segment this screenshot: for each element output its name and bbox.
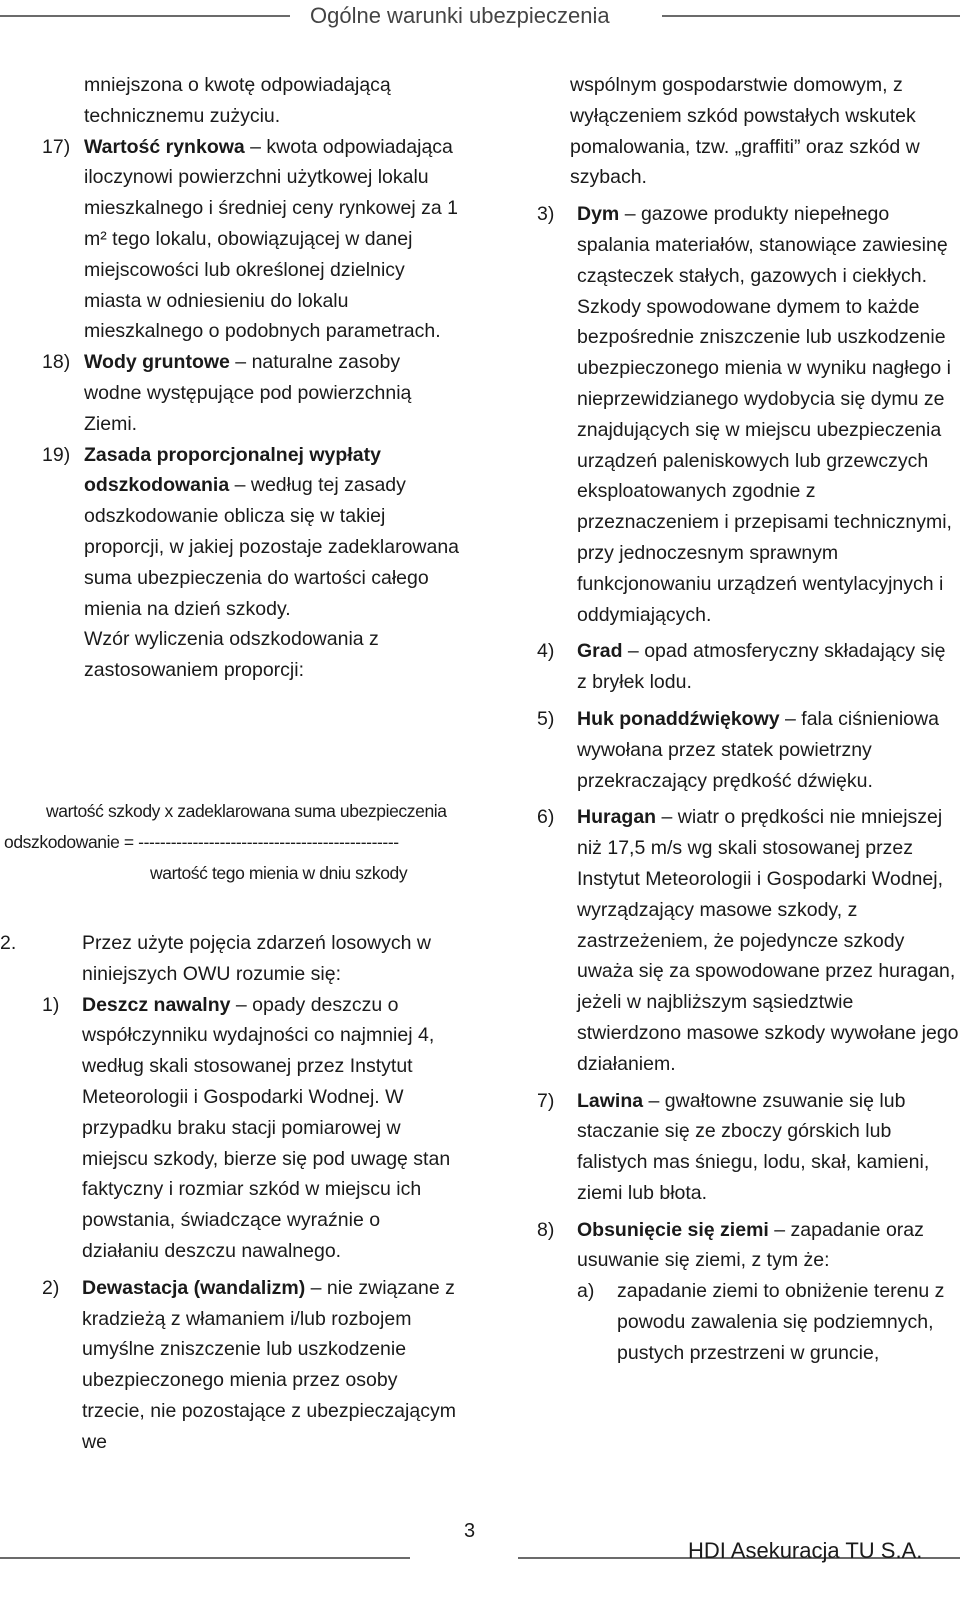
definition-term: Wody gruntowe [84,351,230,374]
event-7 [537,1086,960,1209]
event-text: – nie związane z kradzieżą z włamaniem i/lub rozbojem umyślne zniszczenie lub uszkodzenie ubezpieczonego mienia przez osoby trzecie, nie pozostające z ubezpieczającym we [82,1276,456,1453]
definition-term: Zasada proporcjonalnej wypłaty odszkodowania [84,443,381,497]
left-column-lower [0,928,462,1458]
event-number: 8) [537,1218,555,1241]
footer-rule-left [0,1557,410,1559]
event-term: Deszcz nawalny [82,993,231,1016]
formula-numerator: wartość szkody x zadeklarowana suma ubezpieczenia [46,801,447,821]
event-term: Dewastacja (wandalizm) [82,1276,306,1299]
event-number: 3) [537,203,555,226]
event-1 [42,990,462,1267]
event-term: Grad [577,640,623,663]
event-number: 7) [537,1089,555,1112]
event-text: – gwałtowne zsuwanie się lub staczanie się ze zboczy górskich lub falistych mas śniegu, lodu, skał, kamieni, ziemi lub błota. [577,1089,930,1204]
header-title: Ogólne warunki ubezpieczenia [310,3,610,28]
event-number: 5) [537,707,555,730]
definition-number: 19) [42,443,71,466]
event-term: Obsunięcie się ziemi [577,1218,769,1241]
event-term: Huragan [577,806,657,829]
event-8a [577,1276,960,1368]
event-term: Dym [577,203,620,226]
event-2 [42,1273,462,1458]
event-3 [537,199,960,630]
definition-17 [42,132,462,348]
formula-fraction-line: odszkodowanie = ------------------------------------------------ [4,832,399,852]
event-number: 6) [537,806,555,829]
definition-19 [42,440,462,686]
paragraph-16-continuation: mniejszona o kwotę odpowiadającą technicznemu zużyciu. [84,74,391,127]
sub-item-text: zapadanie ziemi to obniżenie terenu z powodu zawalenia się podziemnych, pustych przestrzeni w gruncie, [617,1280,945,1364]
right-column [537,70,960,1369]
event-text: – gazowe produkty niepełnego spalania materiałów, stanowiące zawiesinę cząsteczek stałych, gazowych i ciekłych. [577,203,948,287]
event-number: 4) [537,640,555,663]
event-term: Huk ponaddźwiękowy [577,707,780,730]
event-8 [537,1215,960,1277]
event-number: 2) [42,1276,60,1299]
section-2 [0,928,462,990]
definition-text: – kwota odpowiadająca iloczynowi powierzchni użytkowej lokalu mieszkalnego i średniej ceny rynkowej za 1 m² tego lokalu, obowiązującej w danej miejscowości lub określonej dzielnicy miasta w odniesieniu do lokalu mieszkalnego o podobnych parametrach. [84,135,458,343]
definition-18 [42,347,462,439]
event-term: Lawina [577,1089,644,1112]
definition-text: – według tej zasady odszkodowanie oblicza się w takiej proporcji, w jakiej pozostaje zadeklarowana suma ubezpieczenia do wartości całego mienia na dzień szkody. [84,474,460,620]
event-text: – wiatr o prędkości nie mniejszej niż 17,5 m/s wg skali stosowanej przez Instytut Meteorologii i Gospodarki Wodnej, wyrządzający masowe szkody, z zastrzeżeniem, że pojedyncze szkody uważa się za spowodowane przez huragan, jeżeli w najbliższym sąsiedztwie stwierdzono masowe szkody wywołane jego działaniem. [577,806,959,1075]
header-rule-left [0,15,290,17]
sub-item-letter: a) [577,1280,595,1303]
event-text: – opad atmosferyczny składający się z bryłek lodu. [577,640,946,694]
event-3-detail: Szkody spowodowane dymem to każde bezpośrednie zniszczenie lub uszkodzenie ubezpieczonego mienia w wyniku nagłego i nieprzewidzianego wydobycia się dymu ze znajdujących się w miejscu ubezpieczenia urządzeń paleniskowych lub grzewczych eksploatowanych zgodnie z przeznaczeniem i przepisami technicznymi, przy jednoczesnym sprawnym funkcjonowaniu urządzeń wentylacyjnych i oddymiających. [577,295,952,626]
company-name: HDI Asekuracja TU S.A. [688,1538,923,1563]
event-text: – opady deszczu o współczynniku wydajności co najmniej 4, według skali stosowanej przez Instytut Meteorologii i Gospodarki Wodnej. W przypadku braku stacji pomiarowej w miejscu szkody, bierze się pod uwagę stan faktyczny i rozmiar szkód w miejscu ich powstania, świadczące wyraźnie o działaniu deszczu nawalnego. [82,993,451,1262]
section-text: Przez użyte pojęcia zdarzeń losowych w niniejszych OWU rozumie się: [82,932,431,985]
definition-number: 18) [42,351,71,374]
event-6 [537,802,960,1079]
section-number: 2. [0,932,17,954]
event-2-continuation: wspólnym gospodarstwie domowym, z wyłączeniem szkód powstałych wskutek pomalowania, tzw. „graffiti” oraz szkód w szybach. [570,74,920,189]
page-number: 3 [464,1520,476,1542]
event-number: 1) [42,993,60,1016]
event-text: – zapadanie oraz usuwanie się ziemi, z tym że: [577,1218,924,1272]
left-column [42,70,462,686]
formula-intro: Wzór wyliczenia odszkodowania z zastosowaniem proporcji: [84,628,379,682]
formula-denominator: wartość tego mienia w dniu szkody [150,863,408,883]
event-text: – fala ciśnieniowa wywołana przez statek powietrzny przekraczający prędkość dźwięku. [577,707,939,792]
header-rule-right [662,15,960,17]
definition-text: – naturalne zasoby wodne występujące pod powierzchnią Ziemi. [84,351,412,435]
definition-term: Wartość rynkowa [84,135,245,158]
event-5 [537,704,960,796]
event-4 [537,636,960,698]
page-header [0,0,960,30]
definition-number: 17) [42,135,71,158]
